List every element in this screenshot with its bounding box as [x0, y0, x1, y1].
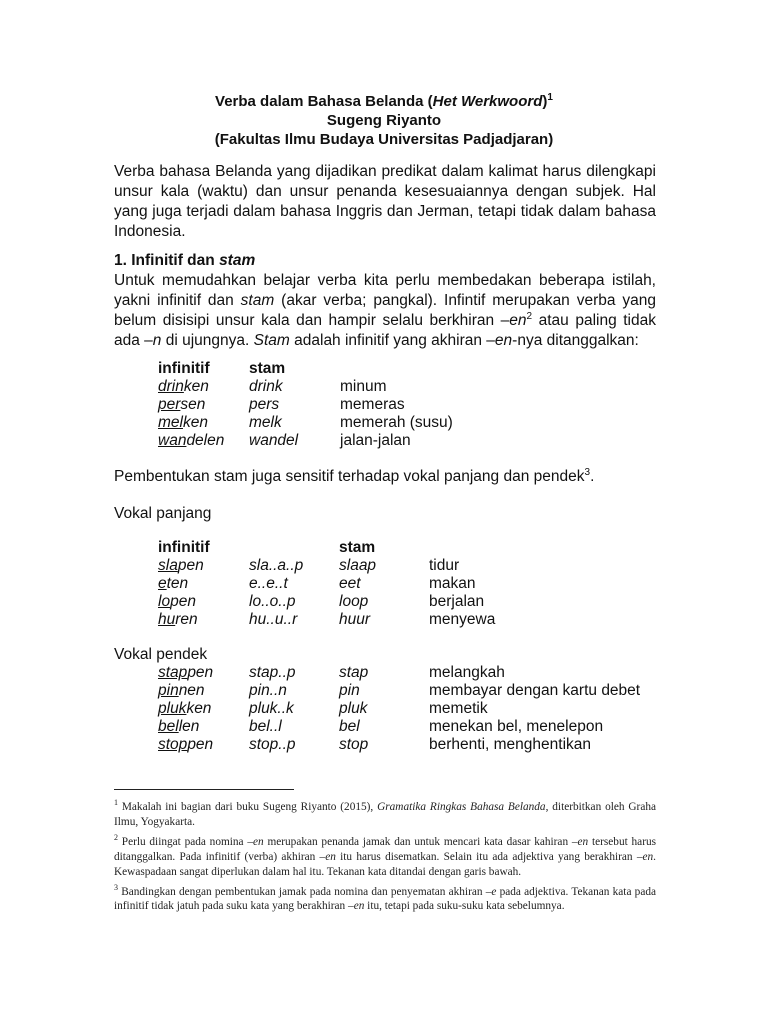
table-row — [158, 557, 658, 575]
intro-paragraph: Verba bahasa Belanda yang dijadikan predikat dalam kalimat harus dilengkapi unsur kala (waktu) dan unsur penanda kesesuaiannya dengan subjek. Hal yang juga terjadi dalam bahasa Inggris dan Jerman, tetapi tidak dalam bahasa Indonesia. — [114, 163, 656, 240]
author-name: Sugeng Riyanto — [326, 112, 442, 129]
infinitive-cell: lopen — [158, 593, 196, 610]
stam-cell: wandel — [249, 432, 299, 449]
syllable-cell: stap..p — [249, 664, 296, 681]
footnote-divider — [114, 789, 294, 790]
infinitive-cell: slapen — [158, 557, 204, 574]
syllable-cell: stop..p — [249, 736, 296, 753]
column-header: infinitif — [158, 360, 210, 377]
table-row — [158, 396, 558, 414]
table-row — [158, 611, 658, 629]
stam-cell: slaap — [339, 557, 377, 574]
table-row — [158, 682, 658, 700]
stam-cell: bel — [339, 718, 360, 735]
infinitive-cell: drinken — [158, 378, 209, 395]
meaning-cell: jalan-jalan — [340, 432, 411, 449]
stam-cell: drink — [249, 378, 283, 395]
table-header — [158, 360, 558, 378]
table-row — [158, 593, 658, 611]
table-row — [158, 736, 658, 754]
footnote-1: $^1$ Makalah ini bagian dari buku Sugeng Riyanto (2015), Gramatika Ringkas Bahasa Belanda, diterbitkan oleh Graha Ilmu, Yogyakarta. — [114, 798, 656, 828]
infinitive-cell: persen — [158, 396, 206, 413]
section-heading: 1. Infinitif dan stam — [114, 252, 256, 269]
table-header — [158, 539, 658, 557]
meaning-cell: melangkah — [429, 664, 505, 681]
stam-cell: pers — [249, 396, 280, 413]
syllable-cell: pin..n — [249, 682, 287, 699]
stam-cell: stap — [339, 664, 369, 681]
infinitive-cell: huren — [158, 611, 198, 628]
infinitive-cell: pinnen — [158, 682, 205, 699]
column-header: stam — [249, 360, 286, 377]
stam-note: Pembentukan stam juga sensitif terhadap vokal panjang dan pendek$^3$. — [114, 466, 595, 485]
section1-paragraph: Untuk memudahkan belajar verba kita perlu membedakan beberapa istilah, yakni infinitif dan stam (akar verba; pangkal). Infintif merupakan verba yang belum disisipi unsur kala dan hampir selalu berkhiran –en$^2$ atau paling tidak ada –n di ujungnya. Stam adalah infinitif yang akhiran –en-nya ditanggalkan: — [114, 272, 656, 349]
infinitive-cell: stoppen — [158, 736, 214, 753]
infinitive-cell: plukken — [158, 700, 212, 717]
table-row — [158, 575, 658, 593]
meaning-cell: makan — [429, 575, 476, 592]
infinitive-cell: melken — [158, 414, 208, 431]
title-block — [0, 92, 768, 149]
table-row — [158, 414, 558, 432]
syllable-cell: bel..l — [249, 718, 282, 735]
short-vowel-label: Vokal pendek — [114, 646, 208, 663]
stam-cell: stop — [339, 736, 369, 753]
stam-cell: melk — [249, 414, 282, 431]
column-header: infinitif — [158, 539, 210, 556]
meaning-cell: menyewa — [429, 611, 496, 628]
stam-cell: pluk — [339, 700, 368, 717]
infinitive-cell: stappen — [158, 664, 214, 681]
stam-cell: huur — [339, 611, 371, 628]
infinitive-stam-table — [158, 360, 558, 450]
stam-cell: eet — [339, 575, 361, 592]
table-row — [158, 700, 658, 718]
syllable-cell: lo..o..p — [249, 593, 296, 610]
column-header: stam — [339, 539, 376, 556]
table-row — [158, 432, 558, 450]
syllable-cell: e..e..t — [249, 575, 288, 592]
table-row — [158, 718, 658, 736]
stam-cell: loop — [339, 593, 369, 610]
footnotes — [114, 795, 656, 914]
meaning-cell: berjalan — [429, 593, 485, 610]
syllable-cell: sla..a..p — [249, 557, 304, 574]
meaning-cell: menekan bel, menelepon — [429, 718, 604, 735]
author-affiliation: (Fakultas Ilmu Budaya Universitas Padjadjaran) — [214, 131, 554, 148]
long-vowel-table — [158, 539, 658, 629]
footnote-2: $^2$ Perlu diingat pada nomina –en merupakan penanda jamak dan untuk mencari kata dasar kahiran –en tersebut harus ditanggalkan. Pada infinitif (verba) akhiran –en itu harus disematkan. Selain itu ada adjektiva yang berakhiran –en. Kewaspadaan sangat diperlukan dalam hal itu. Tekanan kata ditandai dengan garis bawah. — [114, 832, 656, 878]
meaning-cell: memetik — [429, 700, 488, 717]
footnote-3: $^3$ Bandingkan dengan pembentukan jamak pada nomina dan penyematan akhiran –e pada adjektiva. Tekanan kata pada infinitif tidak jatuh pada suku kata yang berakhiran –en itu, tetapi pada suku-suku kata sebelumnya. — [114, 882, 656, 913]
infinitive-cell: bellen — [158, 718, 200, 735]
footnote-ref: 1 — [547, 92, 553, 103]
meaning-cell: berhenti, menghentikan — [429, 736, 592, 753]
short-vowel-table — [158, 664, 658, 754]
table-row — [158, 664, 658, 682]
meaning-cell: minum — [340, 378, 387, 395]
syllable-cell: pluk..k — [249, 700, 294, 717]
long-vowel-label: Vokal panjang — [114, 505, 212, 522]
stam-cell: pin — [339, 682, 360, 699]
infinitive-cell: wandelen — [158, 432, 225, 449]
meaning-cell: memerah (susu) — [340, 414, 453, 431]
meaning-cell: membayar dengan kartu debet — [429, 682, 641, 699]
meaning-cell: tidur — [429, 557, 460, 574]
infinitive-cell: eten — [158, 575, 189, 592]
syllable-cell: hu..u..r — [249, 611, 298, 628]
table-row — [158, 378, 558, 396]
page-title: Verba dalam Bahasa Belanda (Het Werkwoord)$^1$ — [215, 92, 553, 110]
meaning-cell: memeras — [340, 396, 405, 413]
